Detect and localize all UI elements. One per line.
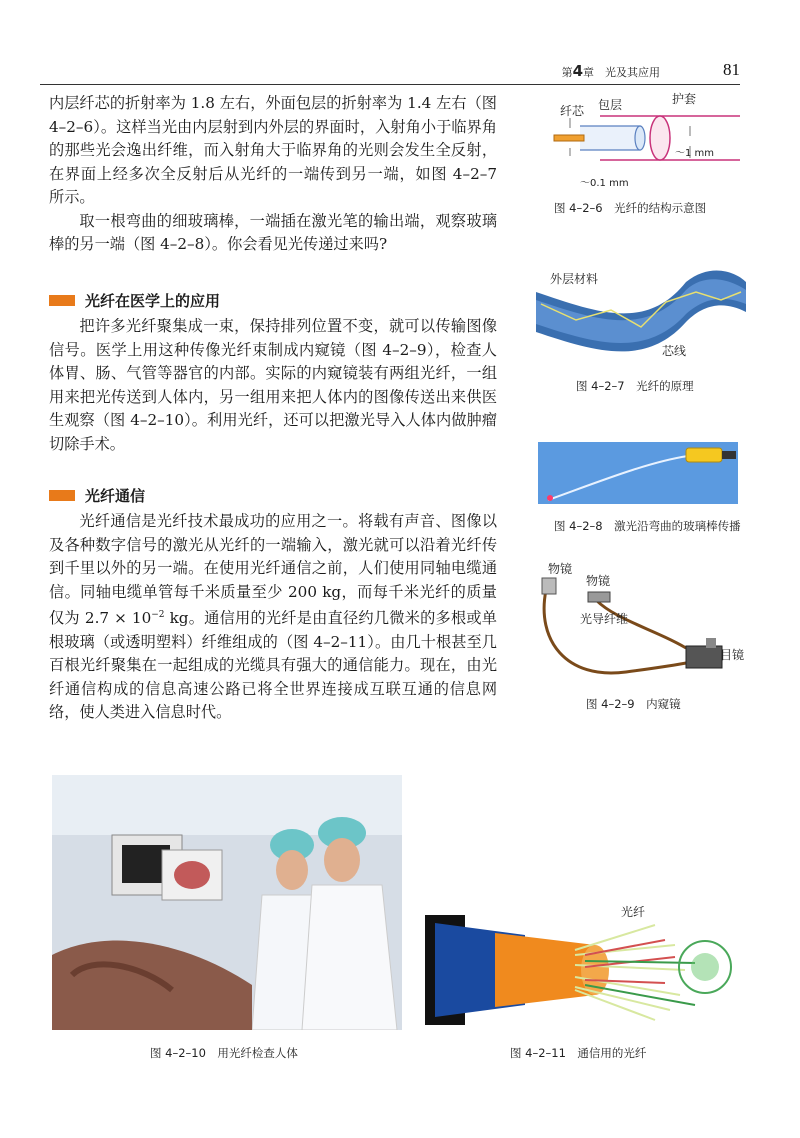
label-objective-2: 物镜 [586,574,611,588]
label-jacket: 护套 [672,92,697,106]
text-block-communication [49,510,497,725]
page-header [40,60,740,85]
exponent: −2 [151,610,165,620]
fiber-cable-illustration [425,895,755,1035]
label-1mm: ～1 mm [675,148,715,159]
doctors-photo-illustration [52,775,402,1030]
label-optical-fiber: 光纤 [621,905,646,919]
label-eyepiece: 目镜 [720,648,745,662]
paragraph-glass-rod-experiment: 取一根弯曲的细玻璃棒，一端插在激光笔的输出端，观察玻璃棒的另一端（图 4–2–8）。你会看见光传递过来吗? [49,211,497,253]
section-marker [49,490,75,501]
endoscope-illustration [536,560,746,690]
caption-fig-4-2-11: 图 4–2–11 通信用的光纤 [510,1046,647,1060]
text-block-medical [49,315,497,456]
section-heading-communication [49,485,145,505]
chapter-name: 章 光及其应用 [583,66,660,79]
label-cladding: 包层 [598,98,623,112]
glass-rod-photo [538,442,738,504]
chapter-prefix: 第 [561,66,573,79]
label-0-1mm: ～0.1 mm [580,178,629,189]
caption-fig-4-2-7: 图 4–2–7 光纤的原理 [576,379,694,393]
text-run: 光纤通信是光纤技术最成功的应用之一。将载有声音、图像以及各种数字信号的激光从光纤的一端输入，激光就可以沿着光纤传到千里以外的另一端。在使用光纤通信之前，人们使用同轴电缆通信。同轴电缆单管每千米质量至少 200 kg，而每千米光纤的质量仅为 2.7 × 10 [49,512,497,628]
label-objective-1: 物镜 [548,562,573,576]
chapter-number: 4 [572,62,583,80]
caption-fig-4-2-9: 图 4–2–9 内窥镜 [586,697,681,711]
section-title: 光纤在医学上的应用 [85,291,221,310]
figure-fiber-principle [536,262,746,362]
paragraph-refractive-index: 内层纤芯的折射率为 1.8 左右，外面包层的折射率为 1.4 左右（图 4–2–6）。这样当光由内层射到内外层的界面时，入射角小于临界角的那些光会逸出纤维，而入射角大于临界角的光则会发生全反射，在界面上经多次全反射后从光纤的一端传到另一端，如图 4–2–7 所示。 [49,94,497,206]
figure-fiber-structure [540,88,750,198]
label-light-guide-fiber: 光导纤维 [580,612,629,626]
text-run: kg。通信用的光纤是由直径约几微米的多根或单根玻璃（或透明塑料）纤维组成的（图 4–2–11）。由几十根甚至几百根光纤聚集在一起组成的光缆具有强大的通信能力。现在，由光纤通信构成的信息高速公路已将全世界连接成互联互通的信息网络，使人类进入信息时代。 [49,609,497,722]
figure-laser-glass-rod [538,442,738,504]
figure-doctors-photo [52,775,402,1030]
chapter-title [562,62,660,80]
section-title: 光纤通信 [85,486,146,505]
label-core: 纤芯 [560,104,585,118]
paragraph-fiber-communication [49,510,497,725]
caption-fig-4-2-10: 图 4–2–10 用光纤检查人体 [150,1046,298,1060]
page-number: 81 [723,60,740,79]
section-heading-medical [49,290,220,310]
section-marker [49,295,75,306]
label-outer-material: 外层材料 [550,272,599,286]
figure-communication-fiber [425,895,755,1035]
paragraph-endoscope: 把许多光纤聚集成一束，保持排列位置不变，就可以传输图像信号。医学上用这种传像光纤束制成内窥镜（图 4–2–9），检查人体胃、肠、气管等器官的内部。实际的内窥镜装有两组光纤，一组用来把光传送到人体内，另一组用来把人体内的图像传送出来供医生观察（图 4–2–10）。利用光纤，还可以把激光导入人体内做肿瘤切除手术。 [49,317,497,453]
caption-fig-4-2-6: 图 4–2–6 光纤的结构示意图 [554,201,707,215]
label-core-wire: 芯线 [662,344,687,358]
text-block-intro [49,92,497,257]
caption-fig-4-2-8: 图 4–2–8 激光沿弯曲的玻璃棒传播 [554,519,741,533]
figure-endoscope [536,560,746,690]
